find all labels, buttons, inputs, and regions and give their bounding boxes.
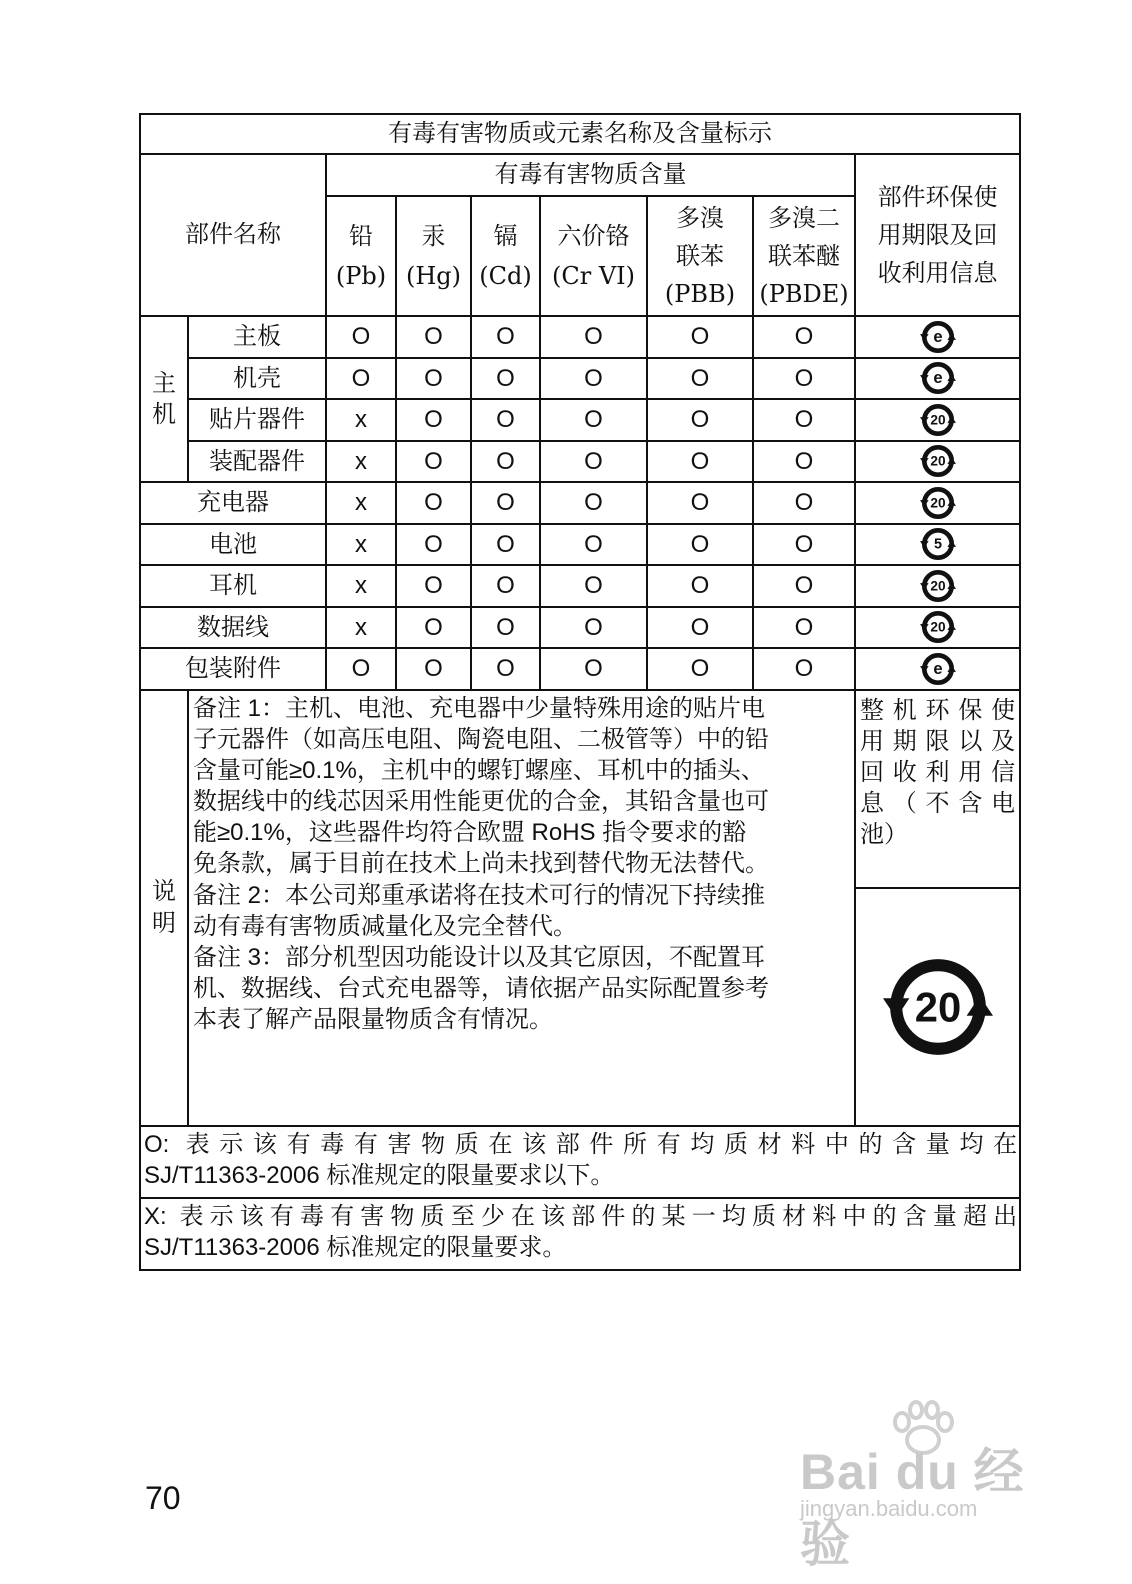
note-line: 本表了解产品限量物质含有情况。: [193, 1006, 553, 1034]
substance-header-cell: [471, 196, 540, 316]
substance-mark-cell: O: [753, 607, 855, 649]
note-line: 备注 1：主机、电池、充电器中少量特殊用途的贴片电: [193, 694, 766, 722]
epup-cell: [855, 648, 1020, 690]
host-group-char: 机: [152, 400, 176, 428]
substance-header-line: 多溴二: [768, 204, 840, 232]
note-line: 子元器件（如高压电阻、陶瓷电阻、二极管等）中的铅: [193, 725, 769, 753]
epup-cell: [855, 441, 1020, 483]
epup-icon-label: 20: [929, 578, 946, 594]
note-line: 备注 3：部分机型因功能设计以及其它原因，不配置耳: [193, 944, 766, 971]
substance-mark-cell: O: [647, 316, 753, 358]
substance-mark-cell: O: [326, 358, 396, 400]
side-note-line: 整机环保使: [860, 696, 1016, 724]
legend-line: SJ/T11363-2006 标准规定的限量要求。: [144, 1234, 567, 1262]
env-header-line: 收利用信息: [877, 259, 998, 287]
side-note-line: 池）: [860, 821, 908, 849]
epup-icon-label: 20: [914, 982, 961, 1030]
note-line: 能≥0.1%，这些器件均符合欧盟 RoHS 指令要求的豁: [193, 819, 747, 847]
part-name-cell: 电池: [140, 524, 326, 566]
table-row: [140, 358, 1020, 400]
table-row: [140, 648, 1020, 690]
substance-mark-cell: O: [396, 316, 471, 358]
substance-mark-cell: O: [540, 441, 647, 483]
part-name-cell: 贴片器件: [188, 399, 326, 441]
substance-mark-cell: O: [647, 441, 753, 483]
substance-mark-cell: O: [471, 316, 540, 358]
substance-header-cell: [396, 196, 471, 316]
epup-icon-label: 5: [933, 536, 942, 553]
part-name-cell: 包装附件: [140, 648, 326, 690]
substance-mark-cell: O: [471, 358, 540, 400]
substance-mark-cell: O: [753, 358, 855, 400]
watermark-url: jingyan.baidu.com: [800, 1496, 978, 1521]
legend-x: [140, 1198, 1020, 1270]
side-note-line: 用期限以及: [860, 727, 1016, 755]
substance-mark-cell: O: [396, 482, 471, 524]
substance-header-line: (Pb): [335, 262, 387, 290]
substance-header-line: 镉: [493, 222, 518, 250]
env-header-line: 用期限及回: [877, 221, 998, 249]
substance-header-line: (Cr VI): [551, 262, 635, 290]
legend-row: [140, 1198, 1020, 1270]
substance-mark-cell: O: [647, 482, 753, 524]
notes-label: [140, 690, 188, 1126]
table-row: [140, 565, 1020, 607]
substance-mark-cell: O: [753, 399, 855, 441]
table-title: 有毒有害物质或元素名称及含量标示: [140, 114, 1020, 154]
substance-mark-cell: O: [471, 565, 540, 607]
epup-20-year-icon: [920, 402, 956, 438]
epup-icon-label: 20: [929, 412, 946, 428]
table-row: [140, 316, 1020, 358]
substance-header-line: 铅: [349, 222, 373, 250]
substance-header-line: 汞: [421, 222, 446, 250]
substance-mark-cell: O: [396, 565, 471, 607]
notes-label-char: 说: [152, 877, 176, 906]
part-name-cell: 装配器件: [188, 441, 326, 483]
substance-mark-cell: O: [396, 524, 471, 566]
table-row: [140, 441, 1020, 483]
epup-icon-label: 20: [929, 495, 946, 511]
epup-20-year-icon: [920, 443, 956, 479]
substance-mark-cell: O: [753, 316, 855, 358]
epup-icon-label: 20: [929, 453, 946, 469]
epup-icon-label: 20: [929, 619, 946, 635]
note-line: 机、数据线、台式充电器等，请依据产品实际配置参考: [193, 975, 769, 1003]
substance-mark-cell: O: [540, 607, 647, 649]
substance-mark-cell: O: [647, 648, 753, 690]
legend-o: [140, 1126, 1020, 1198]
substance-mark-cell: O: [540, 482, 647, 524]
substance-mark-cell: O: [540, 358, 647, 400]
recyclable-e-icon: [920, 319, 956, 355]
notes-text: [188, 690, 855, 1126]
host-group-char: 主: [152, 368, 176, 397]
substance-header-cell: [753, 196, 855, 316]
substance-mark-cell: O: [471, 399, 540, 441]
note-line: 备注 2：本公司郑重承诺将在技术可行的情况下持续推: [193, 881, 766, 909]
epup-cell: [855, 524, 1020, 566]
substance-mark-cell: O: [647, 565, 753, 607]
epup-20-year-icon: [883, 952, 993, 1062]
substance-mark-cell: O: [471, 607, 540, 649]
epup-20-year-icon: [920, 568, 956, 604]
substance-mark-cell: O: [647, 524, 753, 566]
substance-mark-cell: O: [540, 524, 647, 566]
epup-cell: [855, 607, 1020, 649]
table-row: [140, 482, 1020, 524]
epup-cell: [855, 565, 1020, 607]
part-name-cell: 主板: [188, 316, 326, 358]
substance-mark-cell: O: [396, 399, 471, 441]
substance-mark-cell: O: [540, 565, 647, 607]
substance-mark-cell: O: [753, 482, 855, 524]
legend-line: SJ/T11363-2006 标准规定的限量要求以下。: [144, 1161, 615, 1189]
substance-mark-cell: x: [326, 399, 396, 441]
substance-mark-cell: O: [540, 316, 647, 358]
substance-mark-cell: O: [396, 441, 471, 483]
substance-mark-cell: O: [396, 648, 471, 690]
substance-header-line: (PBDE): [759, 280, 849, 308]
epup-20-year-icon: [920, 609, 956, 645]
part-name-cell: 机壳: [188, 358, 326, 400]
substance-mark-cell: O: [471, 441, 540, 483]
substance-header-cell: [647, 196, 753, 316]
page-number: 70: [145, 1480, 181, 1516]
note-line: 含量可能≥0.1%，主机中的螺钉螺座、耳机中的插头、: [193, 756, 765, 784]
recyclable-e-icon: [920, 651, 956, 687]
substance-mark-cell: O: [647, 399, 753, 441]
notes-row: [140, 690, 1020, 888]
baidu-jingyan-watermark: [800, 1400, 1060, 1572]
side-note-line: 回收利用信: [860, 758, 1016, 786]
big-epup-logo-cell: [855, 888, 1020, 1126]
note-line: 动有毒有害物质减量化及完全替代。: [193, 912, 577, 940]
epup-cell: [855, 399, 1020, 441]
note-line: 数据线中的线芯因采用性能更优的合金，其铅含量也可: [193, 788, 769, 816]
recyclable-e-icon: [920, 360, 956, 396]
substance-mark-cell: O: [471, 524, 540, 566]
substance-header-line: 联苯醚: [768, 242, 840, 270]
epup-cell: [855, 316, 1020, 358]
substance-mark-cell: O: [753, 648, 855, 690]
part-name-cell: 耳机: [140, 565, 326, 607]
substance-header-cell: [326, 196, 396, 316]
substance-mark-cell: x: [326, 482, 396, 524]
substance-mark-cell: O: [326, 316, 396, 358]
legend-line: O: 表示该有毒有害物质在该部件所有均质材料中的含量均在: [144, 1130, 1018, 1158]
note-line: 免条款，属于目前在技术上尚未找到替代物无法替代。: [193, 850, 769, 878]
substance-mark-cell: O: [326, 648, 396, 690]
content-header: 有毒有害物质含量: [326, 154, 855, 196]
watermark-logo-text: Bai du 经验: [800, 1444, 1025, 1572]
substance-mark-cell: O: [753, 524, 855, 566]
substance-mark-cell: x: [326, 607, 396, 649]
substance-header-line: 联苯: [676, 242, 724, 270]
epup-icon-label: e: [932, 658, 943, 678]
substance-header-line: (Hg): [405, 262, 462, 290]
env-side-note: [855, 690, 1020, 888]
table-row: [140, 524, 1020, 566]
epup-5-year-icon: [920, 526, 956, 562]
substance-mark-cell: O: [471, 648, 540, 690]
substance-header-cell: [540, 196, 647, 316]
substance-header-line: 多溴: [676, 204, 724, 232]
part-name-header: 部件名称: [140, 154, 326, 316]
substance-mark-cell: O: [540, 399, 647, 441]
table-row: [140, 607, 1020, 649]
substance-mark-cell: x: [326, 565, 396, 607]
substance-mark-cell: O: [396, 607, 471, 649]
substance-mark-cell: O: [471, 482, 540, 524]
side-note-line: 息（不含电: [860, 790, 1016, 818]
legend-line: X: 表示该有毒有害物质至少在该部件的某一均质材料中的含量超出: [144, 1202, 1018, 1230]
env-header-line: 部件环保使: [877, 183, 998, 211]
substance-mark-cell: x: [326, 441, 396, 483]
substance-mark-cell: O: [647, 358, 753, 400]
substance-mark-cell: O: [753, 565, 855, 607]
table-row: [140, 399, 1020, 441]
substance-mark-cell: x: [326, 524, 396, 566]
env-header: [855, 154, 1020, 316]
epup-cell: [855, 358, 1020, 400]
epup-cell: [855, 482, 1020, 524]
substance-mark-cell: O: [753, 441, 855, 483]
substance-header-line: (Cd): [479, 262, 532, 290]
host-group-label: [140, 316, 188, 482]
epup-icon-label: e: [932, 326, 943, 346]
notes-label-char: 明: [152, 908, 176, 937]
substance-mark-cell: O: [647, 607, 753, 649]
epup-icon-label: e: [932, 368, 943, 388]
substance-mark-cell: O: [396, 358, 471, 400]
part-name-cell: 充电器: [140, 482, 326, 524]
epup-20-year-icon: [920, 485, 956, 521]
substance-mark-cell: O: [540, 648, 647, 690]
substance-header-line: 六价铬: [557, 222, 630, 250]
legend-row: [140, 1126, 1020, 1198]
substance-header-line: (PBB): [664, 280, 736, 308]
hazardous-substance-table: [139, 113, 1021, 1271]
part-name-cell: 数据线: [140, 607, 326, 649]
